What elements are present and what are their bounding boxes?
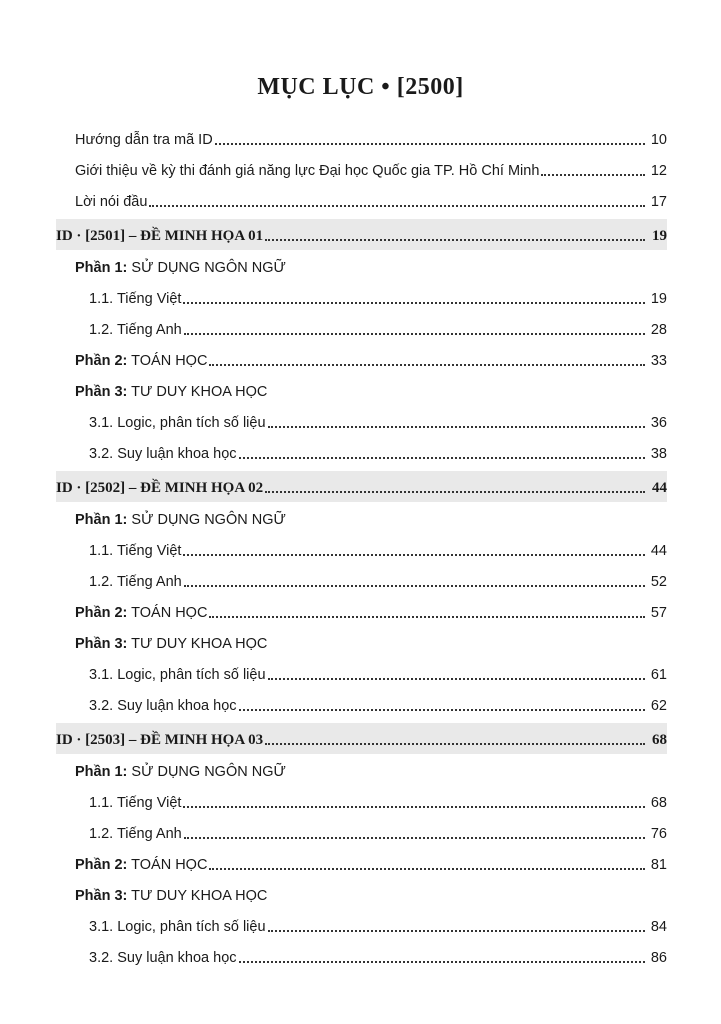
- toc-part-3[interactable]: [56, 879, 667, 910]
- toc-entry-exam-intro[interactable]: [56, 154, 667, 185]
- toc-entry-label: 3.1. Logic, phân tích số liệu: [89, 415, 266, 431]
- part-prefix: Phần 2:: [75, 857, 128, 873]
- toc-entry-page: 84: [650, 919, 667, 935]
- part-title: TƯ DUY KHOA HỌC: [131, 384, 268, 400]
- toc-part-2[interactable]: [56, 848, 667, 879]
- dot-leader: [239, 709, 645, 711]
- toc-entry-item[interactable]: [56, 658, 667, 689]
- toc-entry-label: 3.2. Suy luận khoa học: [89, 950, 237, 966]
- dot-leader: [265, 743, 645, 745]
- toc-entry-item[interactable]: [56, 817, 667, 848]
- toc-entry-foreword[interactable]: [56, 185, 667, 216]
- toc-entry-item[interactable]: [56, 437, 667, 468]
- dot-leader: [183, 302, 645, 304]
- toc-entry-page: 38: [650, 446, 667, 462]
- toc-entry-page: 61: [650, 667, 667, 683]
- table-of-contents: [56, 123, 667, 972]
- toc-part-1[interactable]: [56, 755, 667, 786]
- toc-entry-label: 3.2. Suy luận khoa học: [89, 446, 237, 462]
- toc-part-3[interactable]: [56, 627, 667, 658]
- toc-entry-label: 3.1. Logic, phân tích số liệu: [89, 667, 266, 683]
- section-label: ID · [2501] – ĐỀ MINH HỌA 01: [56, 228, 264, 244]
- dot-leader: [183, 554, 645, 556]
- toc-entry-item[interactable]: [56, 534, 667, 565]
- toc-entry-guide[interactable]: [56, 123, 667, 154]
- part-title: TOÁN HỌC: [131, 605, 208, 621]
- toc-entry-page: 17: [650, 194, 667, 210]
- dot-leader: [184, 585, 645, 587]
- toc-entry-item[interactable]: [56, 910, 667, 941]
- toc-entry-label: 1.2. Tiếng Anh: [89, 574, 182, 590]
- dot-leader: [209, 364, 645, 366]
- toc-entry-item[interactable]: [56, 313, 667, 344]
- toc-part-2[interactable]: [56, 344, 667, 375]
- part-title: TƯ DUY KHOA HỌC: [131, 888, 268, 904]
- toc-section-2503[interactable]: [56, 723, 667, 754]
- part-page: 33: [650, 353, 667, 369]
- dot-leader: [183, 806, 645, 808]
- toc-entry-page: 44: [650, 543, 667, 559]
- part-title: SỬ DỤNG NGÔN NGỮ: [131, 512, 286, 528]
- toc-section-2502[interactable]: [56, 471, 667, 502]
- toc-entry-page: 28: [650, 322, 667, 338]
- dot-leader: [268, 678, 645, 680]
- toc-entry-item[interactable]: [56, 565, 667, 596]
- dot-leader: [541, 174, 645, 176]
- page-title: MỤC LỤC • [2500]: [257, 74, 464, 100]
- toc-part-1[interactable]: [56, 503, 667, 534]
- dot-leader: [215, 143, 645, 145]
- toc-entry-label: Giới thiệu về kỳ thi đánh giá năng lực Đại học Quốc gia TP. Hồ Chí Minh: [75, 163, 540, 179]
- toc-entry-page: 62: [650, 698, 667, 714]
- toc-entry-item[interactable]: [56, 941, 667, 972]
- dot-leader: [268, 426, 645, 428]
- toc-entry-page: 68: [650, 795, 667, 811]
- toc-entry-page: 19: [650, 291, 667, 307]
- part-page: 81: [650, 857, 667, 873]
- toc-entry-label: Hướng dẫn tra mã ID: [75, 132, 213, 148]
- dot-leader: [265, 491, 645, 493]
- dot-leader: [239, 457, 645, 459]
- part-title: TOÁN HỌC: [131, 353, 208, 369]
- toc-part-1[interactable]: [56, 251, 667, 282]
- section-page: 68: [652, 732, 667, 748]
- toc-entry-page: 52: [650, 574, 667, 590]
- toc-entry-page: 10: [650, 132, 667, 148]
- dot-leader: [265, 239, 645, 241]
- part-prefix: Phần 3:: [75, 888, 128, 904]
- part-prefix: Phần 1:: [75, 764, 128, 780]
- part-prefix: Phần 2:: [75, 605, 128, 621]
- part-prefix: Phần 1:: [75, 512, 128, 528]
- section-label: ID · [2503] – ĐỀ MINH HỌA 03: [56, 732, 264, 748]
- toc-entry-item[interactable]: [56, 406, 667, 437]
- dot-leader: [184, 333, 645, 335]
- part-prefix: Phần 2:: [75, 353, 128, 369]
- toc-part-3[interactable]: [56, 375, 667, 406]
- part-page: 57: [650, 605, 667, 621]
- toc-entry-page: 12: [650, 163, 667, 179]
- dot-leader: [268, 930, 645, 932]
- toc-entry-label: 1.2. Tiếng Anh: [89, 322, 182, 338]
- section-label: ID · [2502] – ĐỀ MINH HỌA 02: [56, 480, 264, 496]
- part-title: SỬ DỤNG NGÔN NGỮ: [131, 764, 286, 780]
- toc-section-2501[interactable]: [56, 219, 667, 250]
- part-title: SỬ DỤNG NGÔN NGỮ: [131, 260, 286, 276]
- part-prefix: Phần 3:: [75, 384, 128, 400]
- part-prefix: Phần 1:: [75, 260, 128, 276]
- toc-entry-label: 3.1. Logic, phân tích số liệu: [89, 919, 266, 935]
- toc-entry-page: 76: [650, 826, 667, 842]
- toc-part-2[interactable]: [56, 596, 667, 627]
- section-page: 44: [652, 480, 667, 496]
- toc-entry-label: 1.1. Tiếng Việt: [89, 795, 182, 811]
- dot-leader: [209, 868, 645, 870]
- toc-entry-page: 36: [650, 415, 667, 431]
- toc-entry-item[interactable]: [56, 282, 667, 313]
- toc-entry-label: 1.1. Tiếng Việt: [89, 291, 182, 307]
- dot-leader: [184, 837, 645, 839]
- toc-entry-label: 1.2. Tiếng Anh: [89, 826, 182, 842]
- part-prefix: Phần 3:: [75, 636, 128, 652]
- part-title: TOÁN HỌC: [131, 857, 208, 873]
- section-page: 19: [652, 228, 667, 244]
- toc-entry-item[interactable]: [56, 689, 667, 720]
- dot-leader: [149, 205, 645, 207]
- toc-entry-item[interactable]: [56, 786, 667, 817]
- toc-entry-page: 86: [650, 950, 667, 966]
- dot-leader: [209, 616, 645, 618]
- toc-entry-label: 3.2. Suy luận khoa học: [89, 698, 237, 714]
- dot-leader: [239, 961, 645, 963]
- toc-entry-label: Lời nói đầu: [75, 194, 148, 210]
- part-title: TƯ DUY KHOA HỌC: [131, 636, 268, 652]
- toc-entry-label: 1.1. Tiếng Việt: [89, 543, 182, 559]
